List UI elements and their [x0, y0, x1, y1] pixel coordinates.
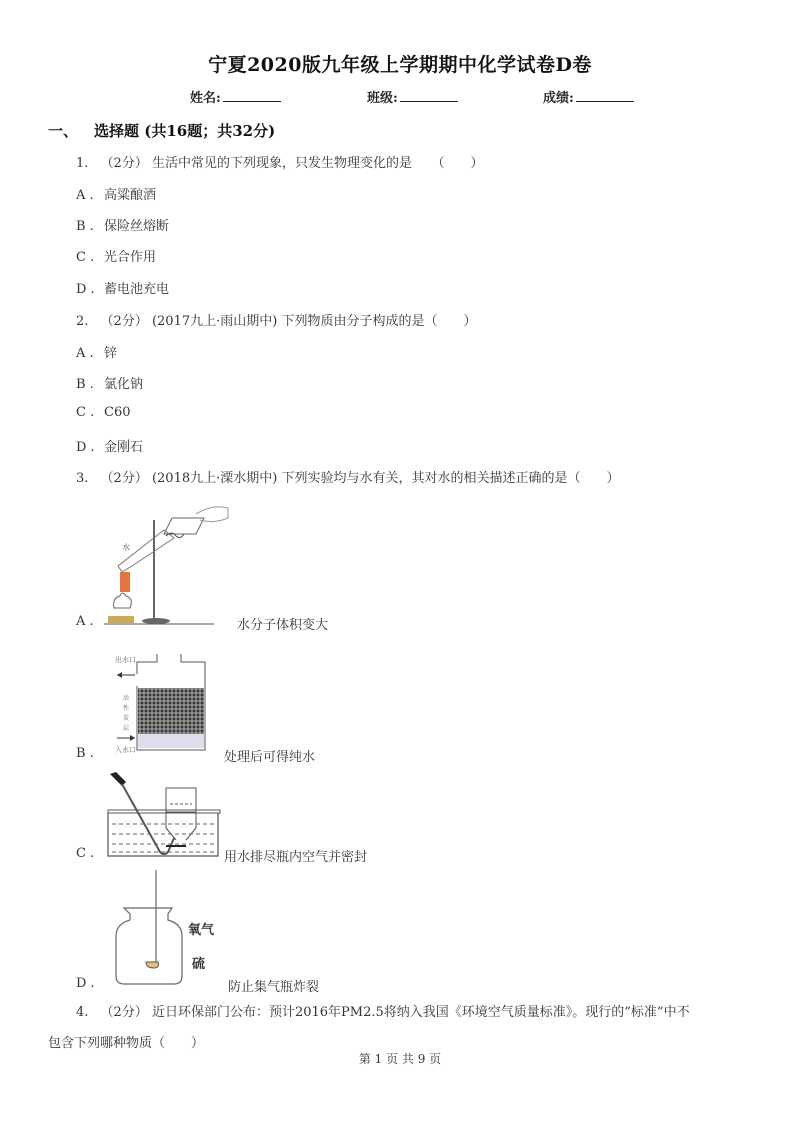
name-field[interactable] — [190, 87, 281, 106]
question-number: 2. — [76, 314, 89, 329]
gas-collection-figure — [104, 768, 224, 863]
question-text: 下列实验均与水有关，其对水的相关描述正确的是（ ） — [281, 471, 620, 486]
question-number: 1. — [76, 156, 89, 171]
document-title: 宁夏2020版九年级上学期期中化学试卷D卷 — [208, 54, 592, 76]
q3-option-c-text: 用水排尽瓶内空气并密封 — [224, 850, 368, 865]
question-score: （2分） — [100, 1005, 148, 1020]
q3-option-d[interactable] — [76, 976, 104, 991]
option-text: C60 — [104, 405, 131, 420]
question-text-line1: 近日环保部门公布：预计2016年PM2.5将纳入我国《环境空气质量标准》。现行的”标准”中不 — [151, 1005, 690, 1020]
question-1 — [76, 152, 483, 171]
option-letter: A . — [76, 346, 94, 361]
option-text: 光合作用 — [104, 250, 157, 265]
option-text: 高粱酿酒 — [104, 188, 157, 203]
option-letter: B . — [76, 377, 94, 392]
q2-option-c[interactable] — [76, 405, 131, 420]
class-label: 班级: — [367, 91, 398, 106]
option-text: 金刚石 — [104, 440, 144, 455]
option-letter: B . — [76, 219, 94, 234]
question-source: (2018九上·溧水期中) — [151, 471, 278, 486]
option-text: 保险丝熔断 — [104, 219, 170, 234]
question-number: 3. — [76, 471, 89, 486]
svg-text:炭: 炭 — [123, 715, 130, 722]
question-number: 4. — [76, 1005, 89, 1020]
q3-option-b-text: 处理后可得纯水 — [224, 750, 316, 765]
svg-text:出水口: 出水口 — [115, 656, 136, 664]
name-label: 姓名: — [190, 91, 221, 106]
sulfur-combustion-figure — [110, 868, 230, 988]
option-letter: C . — [76, 250, 95, 265]
class-blank[interactable] — [400, 89, 458, 102]
option-letter: A . — [76, 614, 94, 629]
option-text: 氯化钠 — [104, 377, 144, 392]
question-3 — [76, 467, 620, 486]
score-blank[interactable] — [576, 89, 634, 102]
q2-option-a[interactable] — [76, 342, 117, 361]
option-letter: D . — [76, 282, 95, 297]
page-number: 第 1 页 共 9 页 — [358, 1052, 442, 1066]
q2-option-d[interactable] — [76, 436, 143, 455]
question-score: （2分） — [100, 156, 148, 171]
option-letter: C . — [76, 846, 95, 861]
score-label: 成绩: — [543, 91, 574, 106]
question-2 — [76, 310, 477, 329]
water-purifier-figure — [113, 650, 223, 760]
question-score: （2分） — [100, 314, 148, 329]
q2-option-b[interactable] — [76, 373, 143, 392]
q1-option-d[interactable] — [76, 278, 169, 297]
oxygen-label: 氧气 — [188, 923, 215, 938]
option-letter: B . — [76, 746, 94, 761]
q3-option-a-text: 水分子体积变大 — [237, 618, 329, 633]
svg-text:入水口: 入水口 — [115, 746, 136, 754]
question-4-line2: 包含下列哪种物质（ ） — [48, 1036, 205, 1051]
q1-option-a[interactable] — [76, 184, 156, 203]
q1-option-c[interactable] — [76, 246, 156, 265]
question-text: 生活中常见的下列现象，只发生物理变化的是 （ ） — [151, 156, 484, 171]
svg-text:活: 活 — [123, 695, 130, 702]
option-text: 蓄电池充电 — [104, 282, 170, 297]
class-field[interactable] — [367, 87, 458, 106]
question-text: 下列物质由分子构成的是（ ） — [281, 314, 477, 329]
svg-text:层: 层 — [123, 725, 130, 732]
question-4 — [76, 1001, 690, 1020]
q3-option-d-text: 防止集气瓶炸裂 — [228, 980, 320, 995]
section-title: 选择题 (共16题；共32分) — [94, 122, 276, 140]
option-letter: C . — [76, 405, 95, 420]
q3-option-a[interactable] — [76, 614, 104, 629]
option-letter: D . — [76, 440, 95, 455]
sulfur-label: 硫 — [192, 957, 206, 972]
score-field[interactable] — [543, 87, 634, 106]
q3-option-c[interactable] — [76, 846, 104, 861]
question-source: (2017九上·雨山期中) — [151, 314, 278, 329]
option-text: 锌 — [104, 346, 118, 361]
option-letter: D . — [76, 976, 95, 991]
svg-text:水: 水 — [122, 543, 130, 552]
q3-option-b[interactable] — [76, 746, 104, 761]
name-blank[interactable] — [223, 89, 281, 102]
option-letter: A . — [76, 188, 94, 203]
section-heading — [48, 120, 275, 141]
svg-text:性: 性 — [123, 705, 130, 712]
question-score: （2分） — [100, 471, 148, 486]
section-number: 一、 — [48, 122, 79, 140]
heating-water-apparatus-figure — [104, 500, 234, 630]
q1-option-b[interactable] — [76, 215, 169, 234]
